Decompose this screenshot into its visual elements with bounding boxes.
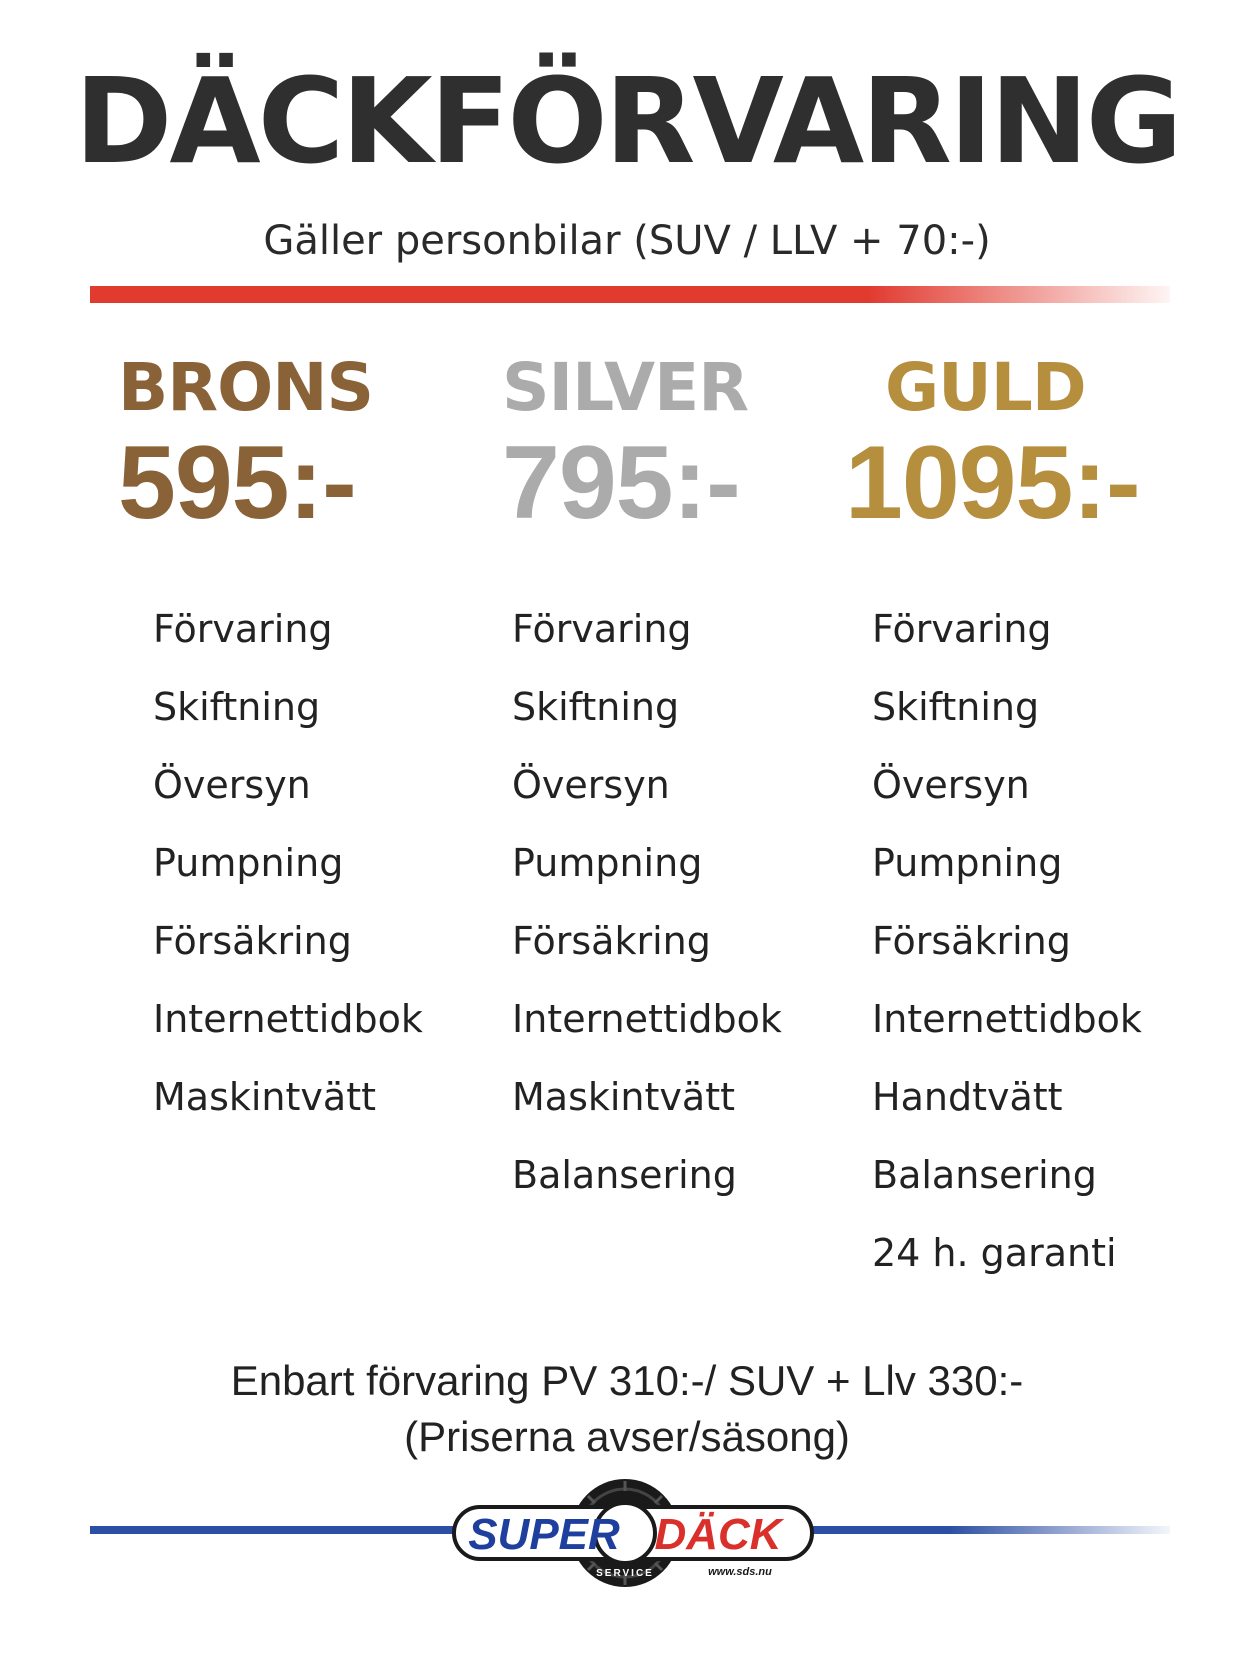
feature-item: Maskintvätt bbox=[153, 1075, 376, 1119]
logo-dack-text: DÄCK bbox=[654, 1510, 782, 1559]
feature-item: 24 h. garanti bbox=[872, 1231, 1117, 1275]
feature-item: Internettidbok bbox=[872, 997, 1142, 1041]
page-subtitle: Gäller personbilar (SUV / LLV + 70:-) bbox=[263, 218, 991, 264]
feature-item: Förvaring bbox=[153, 607, 333, 651]
feature-item: Internettidbok bbox=[153, 997, 423, 1041]
tier-price: 595:- bbox=[118, 425, 356, 541]
feature-item: Pumpning bbox=[872, 841, 1063, 885]
feature-item: Översyn bbox=[872, 763, 1030, 807]
feature-item: Pumpning bbox=[153, 841, 344, 885]
feature-item: Översyn bbox=[153, 763, 311, 807]
feature-item: Balansering bbox=[872, 1153, 1097, 1197]
logo-service-text: SERVICE bbox=[596, 1568, 654, 1579]
red-divider bbox=[90, 286, 1170, 303]
feature-item: Förvaring bbox=[512, 607, 692, 651]
logo-url-text: www.sds.nu bbox=[708, 1566, 772, 1578]
feature-item: Maskintvätt bbox=[512, 1075, 735, 1119]
tier-guld bbox=[845, 349, 1140, 541]
feature-item: Skiftning bbox=[872, 685, 1040, 729]
feature-item: Förvaring bbox=[872, 607, 1052, 651]
page-title: DÄCKFÖRVARING bbox=[74, 52, 1180, 190]
feature-item: Skiftning bbox=[512, 685, 680, 729]
feature-item: Pumpning bbox=[512, 841, 703, 885]
tier-price: 795:- bbox=[502, 425, 740, 541]
feature-item: Balansering bbox=[512, 1153, 737, 1197]
feature-item: Översyn bbox=[512, 763, 670, 807]
features-list-brons bbox=[153, 605, 423, 1151]
blue-divider-right bbox=[800, 1526, 1170, 1534]
tier-name: SILVER bbox=[502, 349, 749, 426]
feature-item: Skiftning bbox=[153, 685, 321, 729]
feature-item: Försäkring bbox=[872, 919, 1071, 963]
blue-divider-left bbox=[90, 1526, 460, 1534]
superdack-logo bbox=[450, 1475, 820, 1590]
logo-super-text: SUPER bbox=[468, 1510, 620, 1559]
feature-item: Internettidbok bbox=[512, 997, 782, 1041]
storage-only-price: Enbart förvaring PV 310:-/ SUV + Llv 330:- bbox=[230, 1357, 1024, 1404]
tier-silver bbox=[502, 349, 749, 541]
price-note: (Priserna avser/säsong) bbox=[404, 1413, 850, 1460]
feature-item: Försäkring bbox=[512, 919, 711, 963]
features-list-guld bbox=[872, 605, 1142, 1307]
feature-item: Försäkring bbox=[153, 919, 352, 963]
features-list-silver bbox=[512, 605, 782, 1229]
tier-brons bbox=[118, 349, 374, 541]
tier-price: 1095:- bbox=[845, 425, 1140, 541]
feature-item: Handtvätt bbox=[872, 1075, 1063, 1119]
tier-name: GULD bbox=[885, 349, 1086, 426]
tier-name: BRONS bbox=[118, 349, 374, 426]
